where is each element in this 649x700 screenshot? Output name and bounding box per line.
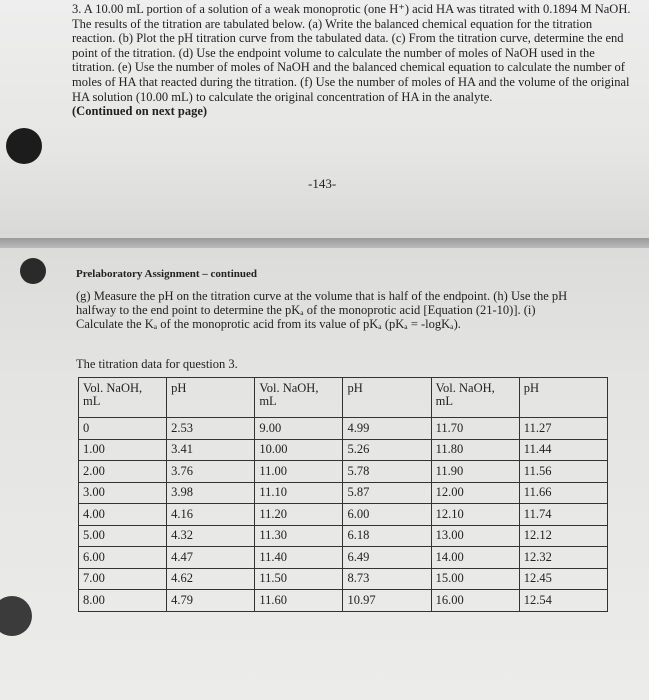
table-cell: 5.78 <box>343 461 431 483</box>
question-3-text <box>72 2 632 119</box>
table-cell: 11.50 <box>255 568 343 590</box>
table-cell: 12.32 <box>519 547 607 569</box>
prelab-heading: Prelaboratory Assignment – continued <box>76 268 257 280</box>
table-cell: 13.00 <box>431 525 519 547</box>
table-cell: 4.47 <box>167 547 255 569</box>
prelab-questions: (g) Measure the pH on the titration curve at the volume that is half of the endpoint. (h) Use the pH halfway to the end point to determine the pKₐ of the monoprotic acid [Equation (21-10)]. (i) Calculate the Kₐ of the monoprotic acid from its value of pKₐ (pKₐ = -logKₐ). <box>76 289 568 331</box>
table-cell: 5.87 <box>343 482 431 504</box>
table-row <box>79 504 608 526</box>
table-row <box>79 461 608 483</box>
table-cell: 12.54 <box>519 590 607 612</box>
table-cell: 6.18 <box>343 525 431 547</box>
column-header: Vol. NaOH, mL <box>431 378 519 418</box>
table-cell: 11.10 <box>255 482 343 504</box>
table-cell: 3.76 <box>167 461 255 483</box>
table-cell: 6.49 <box>343 547 431 569</box>
table-cell: 11.56 <box>519 461 607 483</box>
table-cell: 6.00 <box>343 504 431 526</box>
table-cell: 12.00 <box>431 482 519 504</box>
table-row <box>79 439 608 461</box>
column-header: Vol. NaOH, mL <box>79 378 167 418</box>
table-header-row <box>79 378 608 418</box>
table-cell: 11.30 <box>255 525 343 547</box>
table-cell: 15.00 <box>431 568 519 590</box>
table-cell: 11.80 <box>431 439 519 461</box>
table-cell: 4.99 <box>343 418 431 440</box>
table-cell: 8.00 <box>79 590 167 612</box>
page-number: -143- <box>308 176 337 191</box>
binder-hole-icon <box>6 128 42 164</box>
table-cell: 3.41 <box>167 439 255 461</box>
table-cell: 11.90 <box>431 461 519 483</box>
table-cell: 11.60 <box>255 590 343 612</box>
column-header: pH <box>167 378 255 418</box>
table-row <box>79 525 608 547</box>
table-cell: 5.00 <box>79 525 167 547</box>
table-cell: 1.00 <box>79 439 167 461</box>
column-header: pH <box>343 378 431 418</box>
table-cell: 7.00 <box>79 568 167 590</box>
table-row <box>79 418 608 440</box>
table-cell: 4.62 <box>167 568 255 590</box>
table-cell: 11.20 <box>255 504 343 526</box>
table-cell: 10.00 <box>255 439 343 461</box>
table-cell: 12.10 <box>431 504 519 526</box>
table-cell: 12.45 <box>519 568 607 590</box>
continued-note: (Continued on next page) <box>72 104 208 119</box>
table-row <box>79 547 608 569</box>
binder-hole-icon <box>20 258 46 284</box>
table-cell: 8.73 <box>343 568 431 590</box>
table-cell: 4.79 <box>167 590 255 612</box>
table-cell: 11.44 <box>519 439 607 461</box>
table-cell: 11.74 <box>519 504 607 526</box>
table-cell: 6.00 <box>79 547 167 569</box>
table-row <box>79 482 608 504</box>
table-cell: 12.12 <box>519 525 607 547</box>
table-cell: 11.66 <box>519 482 607 504</box>
page-top <box>0 0 649 245</box>
table-cell: 5.26 <box>343 439 431 461</box>
table-cell: 11.70 <box>431 418 519 440</box>
table-cell: 2.00 <box>79 461 167 483</box>
column-header: pH <box>519 378 607 418</box>
table-cell: 3.00 <box>79 482 167 504</box>
table-cell: 11.27 <box>519 418 607 440</box>
table-row <box>79 590 608 612</box>
table-row <box>79 568 608 590</box>
table-cell: 3.98 <box>167 482 255 504</box>
question-3-body: 3. A 10.00 mL portion of a solution of a weak monoprotic (one H⁺) acid HA was titrated with 0.1894 M NaOH. The results of the titration are tabulated below. (a) Write the balanced chemical equation for the titration reaction. (b) Plot the pH titration curve from the tabulated data. (c) From the titration curve, determine the end point of the titration. (d) Use the endpoint volume to calculate the number of moles of NaOH used in the titration. (e) Use the number of moles of NaOH and the balanced chemical equation to calculate the number of moles of HA that reacted during the titration. (f) Use the number of moles of HA and the volume of the original HA solution (10.00 mL) to calculate the original concentration of HA in the analyte. <box>72 2 631 104</box>
table-cell: 10.97 <box>343 590 431 612</box>
table-caption: The titration data for question 3. <box>76 357 238 371</box>
column-header: Vol. NaOH, mL <box>255 378 343 418</box>
table-cell: 11.00 <box>255 461 343 483</box>
table-cell: 0 <box>79 418 167 440</box>
table-cell: 4.16 <box>167 504 255 526</box>
table-cell: 16.00 <box>431 590 519 612</box>
table-cell: 9.00 <box>255 418 343 440</box>
titration-data-table <box>78 377 608 612</box>
table-cell: 4.32 <box>167 525 255 547</box>
table-cell: 4.00 <box>79 504 167 526</box>
table-cell: 11.40 <box>255 547 343 569</box>
table-cell: 14.00 <box>431 547 519 569</box>
table-cell: 2.53 <box>167 418 255 440</box>
